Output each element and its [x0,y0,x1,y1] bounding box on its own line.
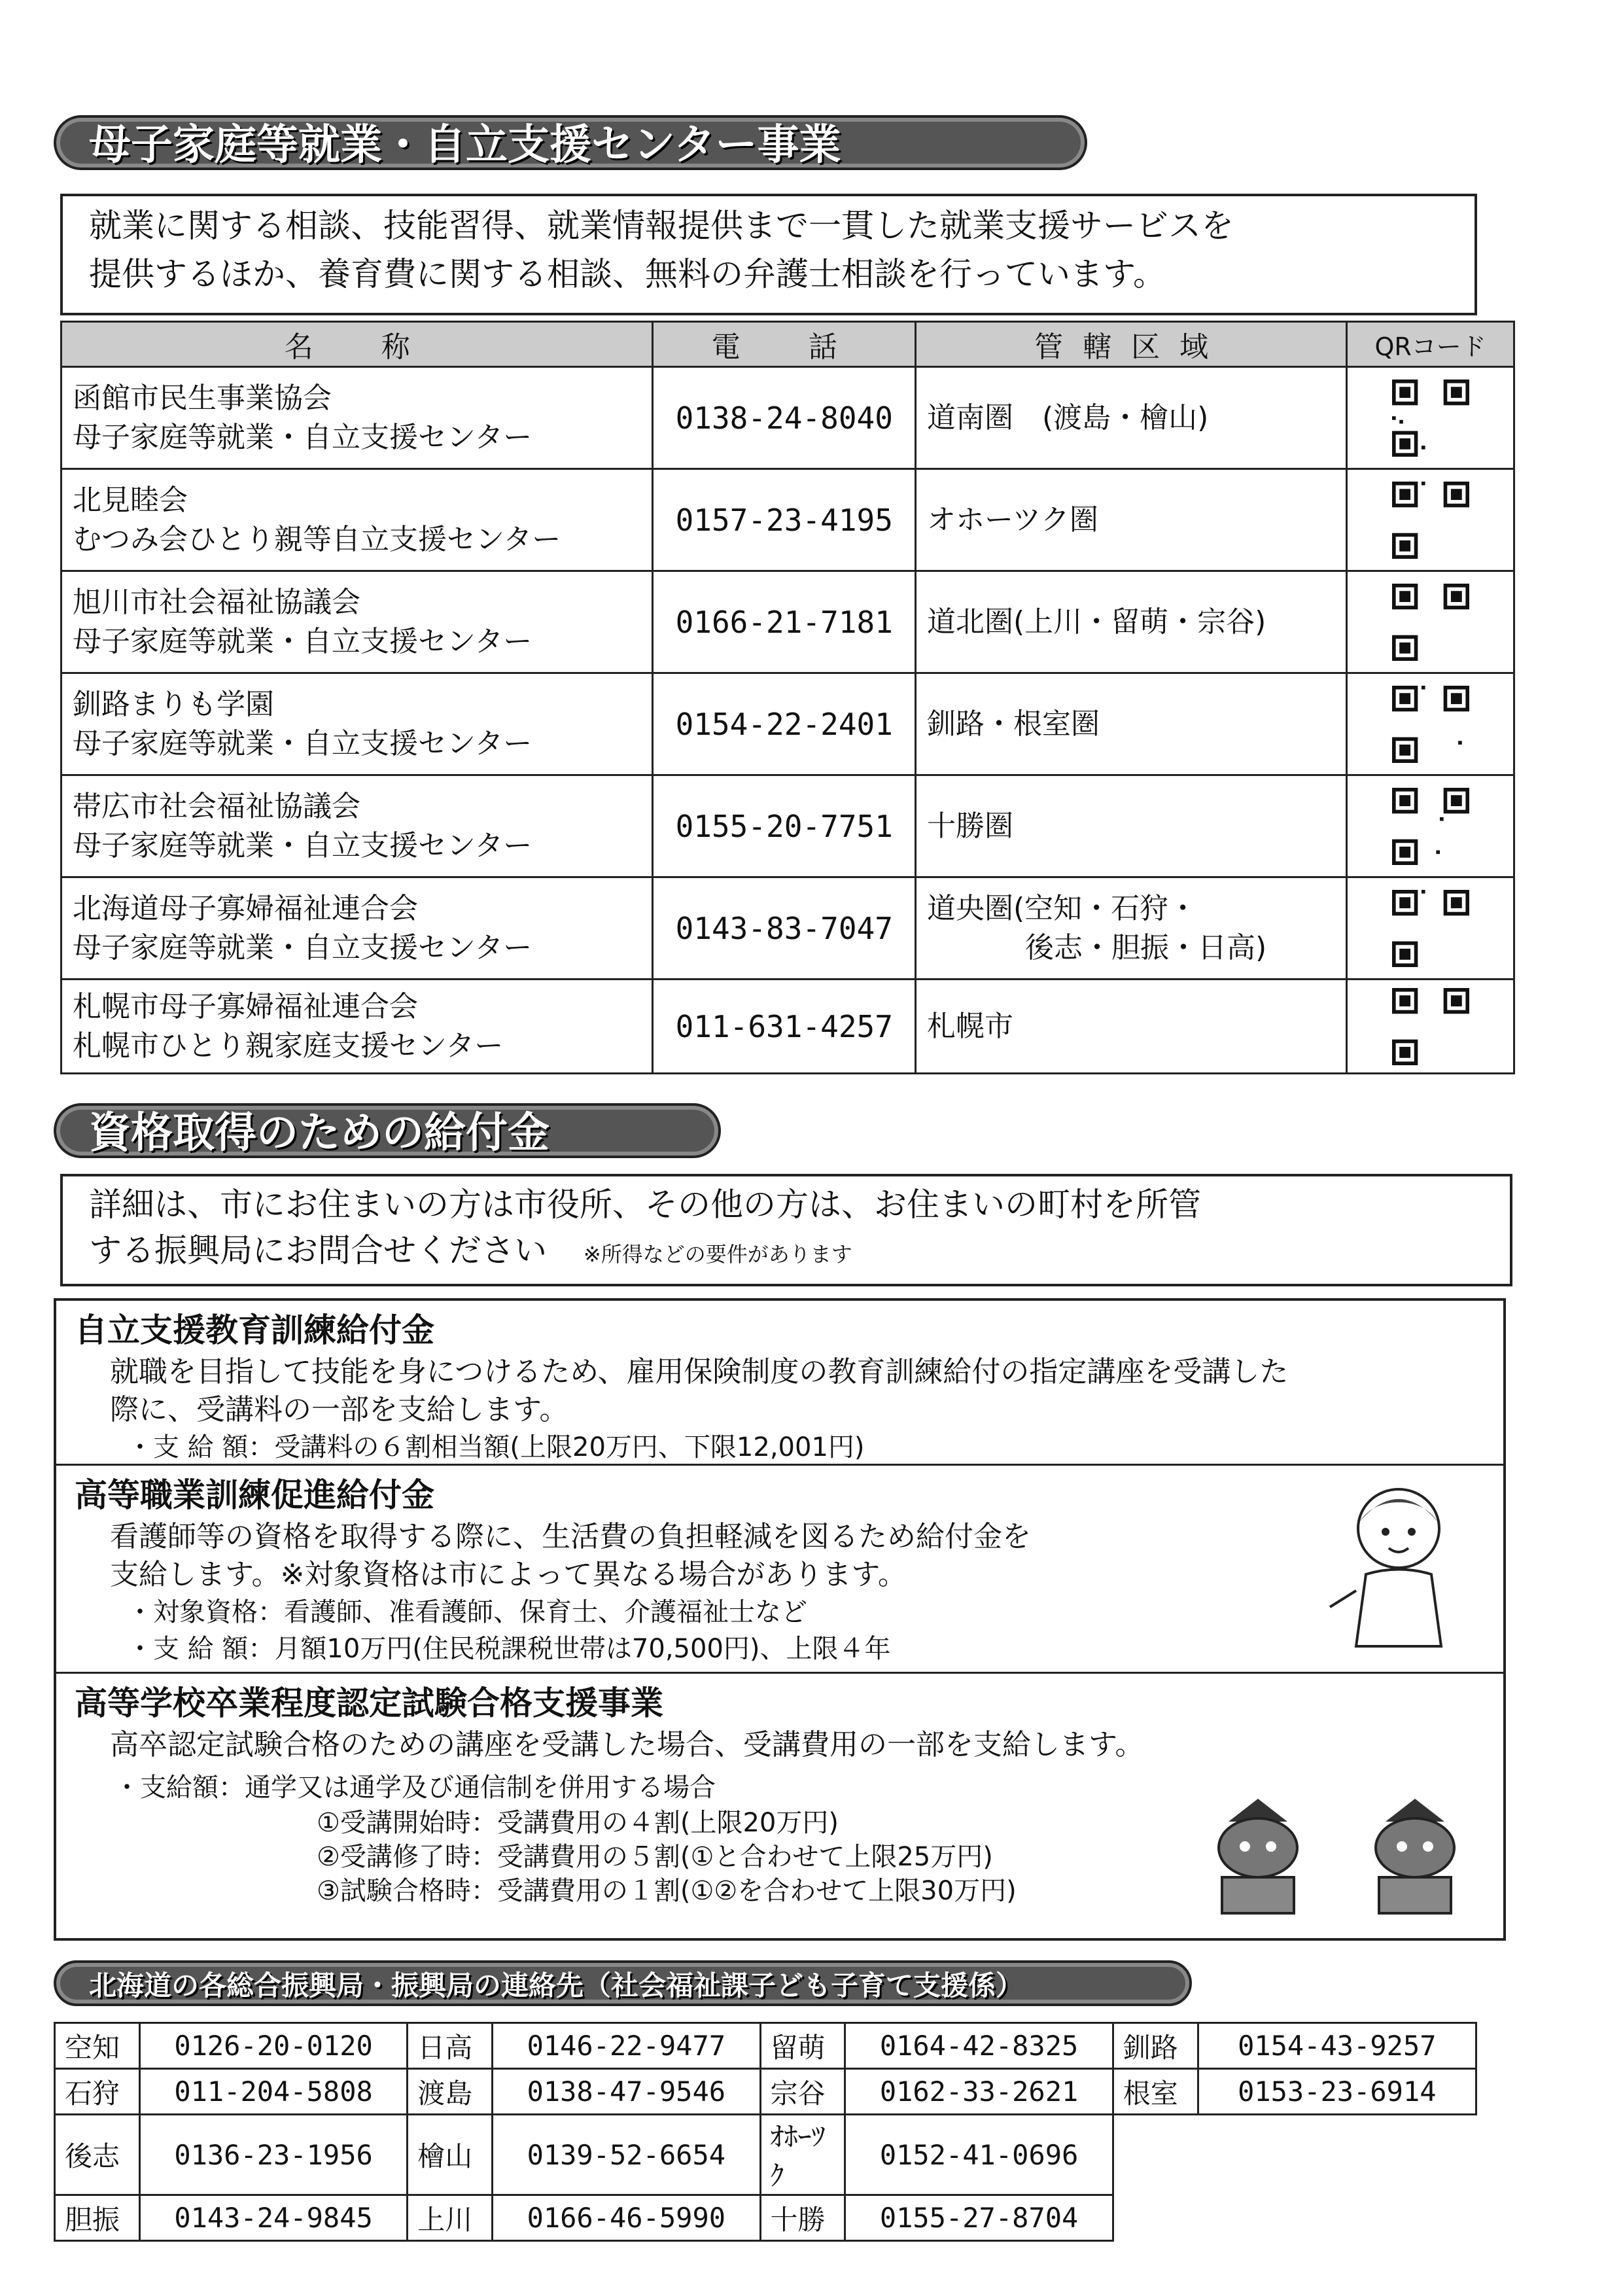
center-area: 後志・胆振・日高) [1025,930,1267,964]
grant-1-title: 自立支援教育訓練給付金 [75,1311,434,1349]
section1-title: 母子家庭等就業・自立支援センター事業 [89,121,841,169]
center-area-cell [916,367,1347,469]
header-qr: QRコード [1347,322,1514,367]
center-center: 札幌市ひとり親家庭支援センター [73,1029,504,1063]
office-name: ｵﾎｰﾂｸ [760,2115,845,2195]
center-name-cell [61,673,653,775]
office-name: 十勝 [760,2195,845,2241]
centers-header-row [61,322,1514,367]
center-area: 十勝圏 [927,809,1014,843]
center-center: 母子家庭等就業・自立支援センター [73,930,532,964]
grants-box [54,1298,1506,1941]
grant-3 [56,1674,1503,1938]
center-org: 旭川市社会福祉協議会 [73,585,360,619]
center-org: 帯広市社会福祉協議会 [73,789,360,823]
section2-intro-note: ※所得などの要件があります [583,1242,852,1267]
center-qr-cell [1347,980,1514,1074]
center-center: 母子家庭等就業・自立支援センター [73,726,532,760]
section2-intro [60,1174,1512,1286]
center-area-cell [916,775,1347,877]
office-tel: 0153-23-6914 [1198,2069,1476,2115]
center-center: むつみ会ひとり親等自立支援センター [73,522,561,556]
section2-title: 資格取得のための給付金 [89,1109,550,1157]
center-qr-cell [1347,877,1514,980]
center-area-cell [916,877,1347,980]
center-area: 札幌市 [927,1009,1014,1043]
grant-3-item: ・支給額：通学又は通学及び通信制を併用する場合 [114,1773,716,1803]
center-qr-cell [1347,469,1514,571]
grant-2-line: 支給します。※対象資格は市によって異なる場合があります。 [110,1558,907,1591]
section2-intro-line2: する振興局にお問合せください [89,1231,547,1269]
center-qr-cell [1347,367,1514,469]
center-tel: 011-631-4257 [653,980,916,1074]
center-org: 釧路まりも学園 [73,687,274,721]
office-tel: 0152-41-0696 [845,2115,1113,2195]
center-center: 母子家庭等就業・自立支援センター [73,624,532,658]
office-name: 日高 [408,2023,493,2069]
empty-cell [1198,2195,1476,2241]
header-tel: 電 話 [653,322,916,367]
center-org: 北海道母子寡婦福祉連合会 [73,891,418,925]
center-tel: 0138-24-8040 [653,367,916,469]
header-name: 名 称 [61,322,653,367]
office-tel: 0166-46-5990 [493,2195,760,2241]
mascot-illustration [1202,1795,1314,1920]
center-area: 道北圏(上川・留萌・宗谷) [927,605,1266,639]
qr-code-icon[interactable] [1392,482,1469,559]
center-tel: 0166-21-7181 [653,571,916,673]
grant-2-item: ・支 給 額：月額10万円(住民税課税世帯は70,500円)、上限４年 [127,1634,891,1664]
section2-banner [54,1103,721,1158]
center-row [61,775,1514,877]
qr-code-icon[interactable] [1392,380,1469,457]
center-tel: 0155-20-7751 [653,775,916,877]
center-org: 函館市民生事業協会 [73,381,332,415]
center-area: 道央圏(空知・石狩・ [927,891,1198,925]
grant-3-title: 高等学校卒業程度認定試験合格支援事業 [75,1684,663,1722]
grant-3-sub: ②受講修了時：受講費用の５割(①と合わせて上限25万円) [317,1842,993,1872]
office-tel: 011-204-5808 [139,2069,407,2115]
grant-3-sub: ①受講開始時：受講費用の４割(上限20万円) [317,1808,839,1838]
office-tel: 0139-52-6654 [493,2115,760,2195]
center-row [61,673,1514,775]
office-tel: 0154-43-9257 [1198,2023,1476,2069]
grant-2-title: 高等職業訓練促進給付金 [75,1476,434,1514]
center-row [61,469,1514,571]
center-tel: 0157-23-4195 [653,469,916,571]
center-name-cell [61,980,653,1074]
office-name: 根室 [1113,2069,1198,2115]
center-qr-cell [1347,775,1514,877]
qr-code-icon[interactable] [1392,988,1469,1065]
center-area-cell [916,980,1347,1074]
office-tel: 0138-47-9546 [493,2069,760,2115]
office-tel: 0164-42-8325 [845,2023,1113,2069]
contact-row [55,2195,1476,2241]
centers-table [60,321,1515,1074]
section2-intro-line1: 詳細は、市にお住まいの方は市役所、その他の方は、お住まいの町村を所管 [89,1186,1201,1224]
center-row [61,367,1514,469]
qr-code-icon[interactable] [1392,584,1469,661]
office-name: 胆振 [55,2195,140,2241]
grant-2 [56,1466,1503,1674]
center-area: オホーツク圏 [927,503,1098,537]
empty-cell [1113,2115,1198,2195]
office-name: 空知 [55,2023,140,2069]
center-area-cell [916,571,1347,673]
section3-banner [54,1960,1192,2006]
contact-row [55,2115,1476,2195]
section3-title: 北海道の各総合振興局・振興局の連絡先（社会福祉課子ども子育て支援係） [89,1969,1024,2002]
contact-row [55,2023,1476,2069]
center-name-cell [61,469,653,571]
office-name: 釧路 [1113,2023,1198,2069]
office-name: 後志 [55,2115,140,2195]
center-area: 釧路・根室圏 [927,707,1100,741]
grant-2-line: 看護師等の資格を取得する際に、生活費の負担軽減を図るため給付金を [110,1520,1031,1553]
office-name: 上川 [408,2195,493,2241]
office-name: 渡島 [408,2069,493,2115]
grant-1-line: 就職を目指して技能を身につけるため、雇用保険制度の教育訓練給付の指定講座を受講した [110,1355,1289,1388]
office-tel: 0155-27-8704 [845,2195,1113,2241]
center-name-cell [61,367,653,469]
grant-3-sub: ③試験合格時：受講費用の１割(①②を合わせて上限30万円) [317,1876,1017,1906]
office-tel: 0126-20-0120 [139,2023,407,2069]
grant-1-item: ・支 給 額：受講料の６割相当額(上限20万円、下限12,001円) [127,1432,865,1462]
mascot-illustration [1359,1795,1471,1920]
center-row [61,980,1514,1074]
center-row [61,571,1514,673]
office-name: 檜山 [408,2115,493,2195]
office-tel: 0146-22-9477 [493,2023,760,2069]
empty-cell [1113,2195,1198,2241]
center-org: 北見睦会 [73,483,188,517]
section1-intro [60,194,1477,315]
center-area-cell [916,673,1347,775]
qr-code-icon[interactable] [1392,788,1469,865]
grant-2-item: ・対象資格：看護師、准看護師、保育士、介護福祉士など [127,1597,807,1627]
qr-code-icon[interactable] [1392,686,1469,763]
office-name: 留萌 [760,2023,845,2069]
office-tel: 0143-24-9845 [139,2195,407,2241]
center-area: 道南圏 (渡島・檜山) [927,400,1209,434]
grant-3-line: 高卒認定試験合格のための講座を受講した場合、受講費用の一部を支給します。 [110,1728,1144,1761]
contacts-table [54,2022,1477,2242]
office-name: 石狩 [55,2069,140,2115]
center-qr-cell [1347,571,1514,673]
office-name: 宗谷 [760,2069,845,2115]
section1-intro-line2: 提供するほか、養育費に関する相談、無料の弁護士相談を行っています。 [89,255,1166,293]
section1-intro-line1: 就業に関する相談、技能習得、就業情報提供まで一貫した就業支援サービスを [89,207,1234,245]
empty-cell [1198,2115,1476,2195]
office-tel: 0162-33-2621 [845,2069,1113,2115]
grant-1-line: 際に、受講料の一部を支給します。 [110,1393,568,1426]
center-org: 札幌市母子寡婦福祉連合会 [73,989,418,1023]
center-name-cell [61,877,653,980]
center-center: 母子家庭等就業・自立支援センター [73,828,532,862]
center-area-cell [916,469,1347,571]
center-tel: 0143-83-7047 [653,877,916,980]
nurse-illustration [1327,1483,1471,1653]
center-tel: 0154-22-2401 [653,673,916,775]
contact-row [55,2069,1476,2115]
header-area: 管轄区域 [916,322,1347,367]
section1-banner [54,115,1087,170]
center-center: 母子家庭等就業・自立支援センター [73,420,532,454]
qr-code-icon[interactable] [1392,890,1469,967]
office-tel: 0136-23-1956 [139,2115,407,2195]
center-qr-cell [1347,673,1514,775]
center-name-cell [61,775,653,877]
center-row [61,877,1514,980]
grant-1 [56,1301,1503,1466]
center-name-cell [61,571,653,673]
